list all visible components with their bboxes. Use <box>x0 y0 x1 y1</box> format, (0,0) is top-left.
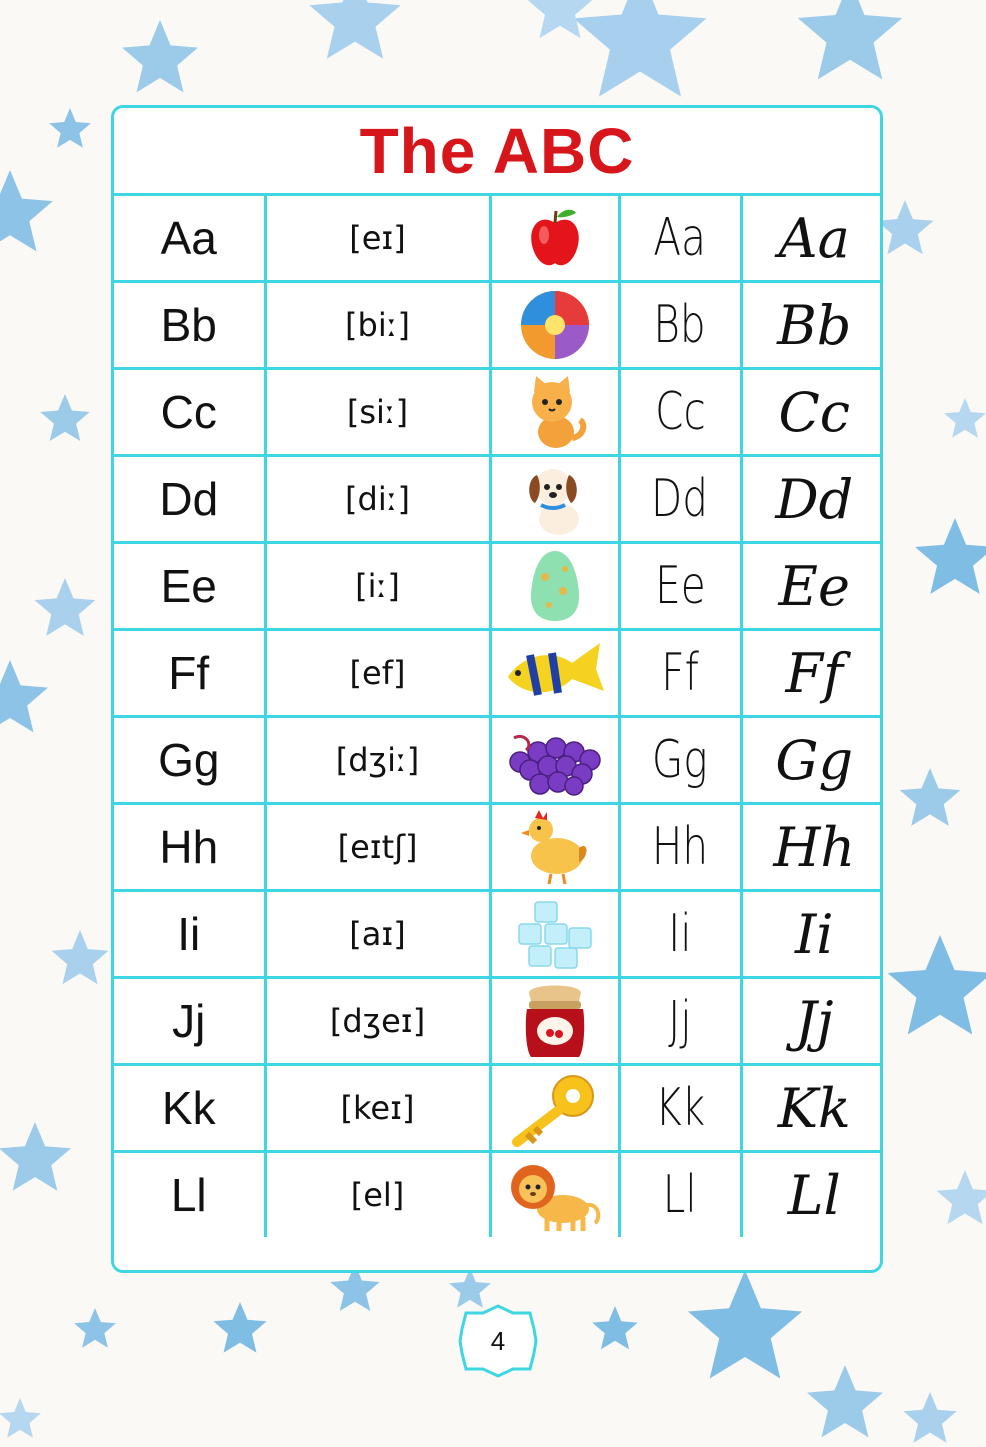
cursive-cell <box>741 1152 883 1238</box>
star-icon <box>688 1270 802 1379</box>
star-icon <box>888 935 986 1035</box>
star-icon <box>52 930 109 984</box>
letter-cell: Bb <box>114 282 265 369</box>
cursive-letter: Kk <box>777 1076 851 1140</box>
letter-cell: Dd <box>114 456 265 543</box>
star-icon <box>573 0 706 97</box>
print-letter: Kk <box>654 1078 706 1138</box>
star-icon <box>35 578 96 636</box>
star-icon <box>944 398 986 438</box>
star-icon <box>309 0 400 59</box>
page-title: The ABC <box>114 108 880 196</box>
picture-cell <box>490 369 619 456</box>
print-letter: Ff <box>661 643 699 703</box>
star-icon <box>213 1302 266 1353</box>
table-row <box>114 630 883 717</box>
cat-icon <box>520 372 590 452</box>
letter-cell: Ff <box>114 630 265 717</box>
transcription-cell: [el] <box>265 1152 490 1238</box>
cursive-letter: Gg <box>775 728 854 792</box>
table-row <box>114 282 883 369</box>
cursive-letter: Jj <box>795 989 834 1053</box>
cursive-letter: Ee <box>778 554 850 618</box>
star-icon <box>0 1122 71 1191</box>
picture-cell <box>490 630 619 717</box>
transcription-cell: [eɪtʃ] <box>265 804 490 891</box>
ice-icon <box>505 894 605 974</box>
letter-cell: Kk <box>114 1065 265 1152</box>
cursive-cell <box>741 456 883 543</box>
print-letter: Bb <box>653 295 707 355</box>
star-icon <box>903 1392 956 1443</box>
table-row <box>114 804 883 891</box>
star-icon <box>0 660 48 732</box>
picture-cell <box>490 978 619 1065</box>
transcription-cell: [iː] <box>265 543 490 630</box>
star-icon <box>49 108 91 148</box>
hen-icon <box>519 806 591 888</box>
print-letter: Ii <box>668 904 692 964</box>
cursive-letter: Aa <box>778 206 850 270</box>
table-row <box>114 196 883 282</box>
print-cell <box>619 978 741 1065</box>
page-number-badge <box>458 1303 538 1379</box>
star-icon <box>877 200 934 254</box>
print-letter: Dd <box>651 469 709 529</box>
star-icon <box>807 1365 883 1437</box>
table-row <box>114 456 883 543</box>
letter-cell: Jj <box>114 978 265 1065</box>
print-cell <box>619 196 741 282</box>
apple-icon <box>520 203 590 273</box>
lion-icon <box>503 1155 607 1235</box>
picture-cell <box>490 1152 619 1238</box>
print-cell <box>619 282 741 369</box>
alphabet-card <box>111 105 883 1273</box>
picture-cell <box>490 282 619 369</box>
transcription-cell: [siː] <box>265 369 490 456</box>
star-icon <box>122 20 198 92</box>
cursive-letter: Dd <box>775 467 854 531</box>
transcription-cell: [ef] <box>265 630 490 717</box>
cursive-cell <box>741 717 883 804</box>
table-row <box>114 978 883 1065</box>
cursive-letter: Bb <box>777 293 852 357</box>
table-row <box>114 1065 883 1152</box>
picture-cell <box>490 717 619 804</box>
print-cell <box>619 804 741 891</box>
cursive-cell <box>741 630 883 717</box>
star-icon <box>900 768 961 826</box>
cursive-letter: Hh <box>773 815 856 879</box>
print-letter: Gg <box>652 730 708 790</box>
letter-cell: Ii <box>114 891 265 978</box>
cursive-letter: Ii <box>794 902 834 966</box>
star-icon <box>40 394 89 441</box>
cursive-letter: Ff <box>785 641 843 705</box>
star-icon <box>0 1398 41 1438</box>
star-icon <box>937 1170 986 1224</box>
print-letter: Ll <box>663 1165 697 1225</box>
letter-cell: Gg <box>114 717 265 804</box>
letter-cell: Ll <box>114 1152 265 1238</box>
page-number: 4 <box>490 1325 506 1356</box>
picture-cell <box>490 1065 619 1152</box>
star-icon <box>592 1306 638 1349</box>
letter-cell: Cc <box>114 369 265 456</box>
dog-icon <box>519 459 591 539</box>
picture-cell <box>490 891 619 978</box>
table-row <box>114 717 883 804</box>
print-cell <box>619 456 741 543</box>
table-row <box>114 891 883 978</box>
table-row <box>114 543 883 630</box>
star-icon <box>798 0 903 80</box>
transcription-cell: [diː] <box>265 456 490 543</box>
table-row <box>114 369 883 456</box>
picture-cell <box>490 804 619 891</box>
transcription-cell: [keɪ] <box>265 1065 490 1152</box>
cursive-cell <box>741 978 883 1065</box>
letter-cell: Hh <box>114 804 265 891</box>
cursive-cell <box>741 1065 883 1152</box>
cursive-cell <box>741 543 883 630</box>
transcription-cell: [aɪ] <box>265 891 490 978</box>
key-icon <box>505 1068 605 1148</box>
jam-icon <box>519 979 591 1063</box>
egg-icon <box>527 547 583 625</box>
print-letter: Ee <box>654 556 706 616</box>
transcription-cell: [dʒeɪ] <box>265 978 490 1065</box>
print-cell <box>619 891 741 978</box>
picture-cell <box>490 456 619 543</box>
letter-cell: Aa <box>114 196 265 282</box>
table-row <box>114 1152 883 1238</box>
print-letter: Aa <box>653 208 707 268</box>
cursive-cell <box>741 196 883 282</box>
cursive-cell <box>741 369 883 456</box>
cursive-cell <box>741 282 883 369</box>
print-letter: Cc <box>654 382 706 442</box>
ball-icon <box>517 287 593 363</box>
print-cell <box>619 717 741 804</box>
cursive-cell <box>741 891 883 978</box>
star-icon <box>915 518 986 594</box>
picture-cell <box>490 543 619 630</box>
print-cell <box>619 369 741 456</box>
fish-icon <box>500 633 610 713</box>
print-cell <box>619 1152 741 1238</box>
print-cell <box>619 630 741 717</box>
print-letter: Jj <box>668 991 692 1051</box>
grapes-icon <box>500 722 610 798</box>
print-letter: Hh <box>651 817 709 877</box>
cursive-letter: Cc <box>778 380 851 444</box>
cursive-letter: Ll <box>787 1163 841 1227</box>
letter-cell: Ee <box>114 543 265 630</box>
transcription-cell: [eɪ] <box>265 196 490 282</box>
transcription-cell: [dʒiː] <box>265 717 490 804</box>
alphabet-table <box>114 196 883 1237</box>
cursive-cell <box>741 804 883 891</box>
picture-cell <box>490 196 619 282</box>
print-cell <box>619 1065 741 1152</box>
star-icon <box>0 170 53 251</box>
print-cell <box>619 543 741 630</box>
star-icon <box>449 1268 491 1308</box>
star-icon <box>74 1308 116 1348</box>
transcription-cell: [biː] <box>265 282 490 369</box>
